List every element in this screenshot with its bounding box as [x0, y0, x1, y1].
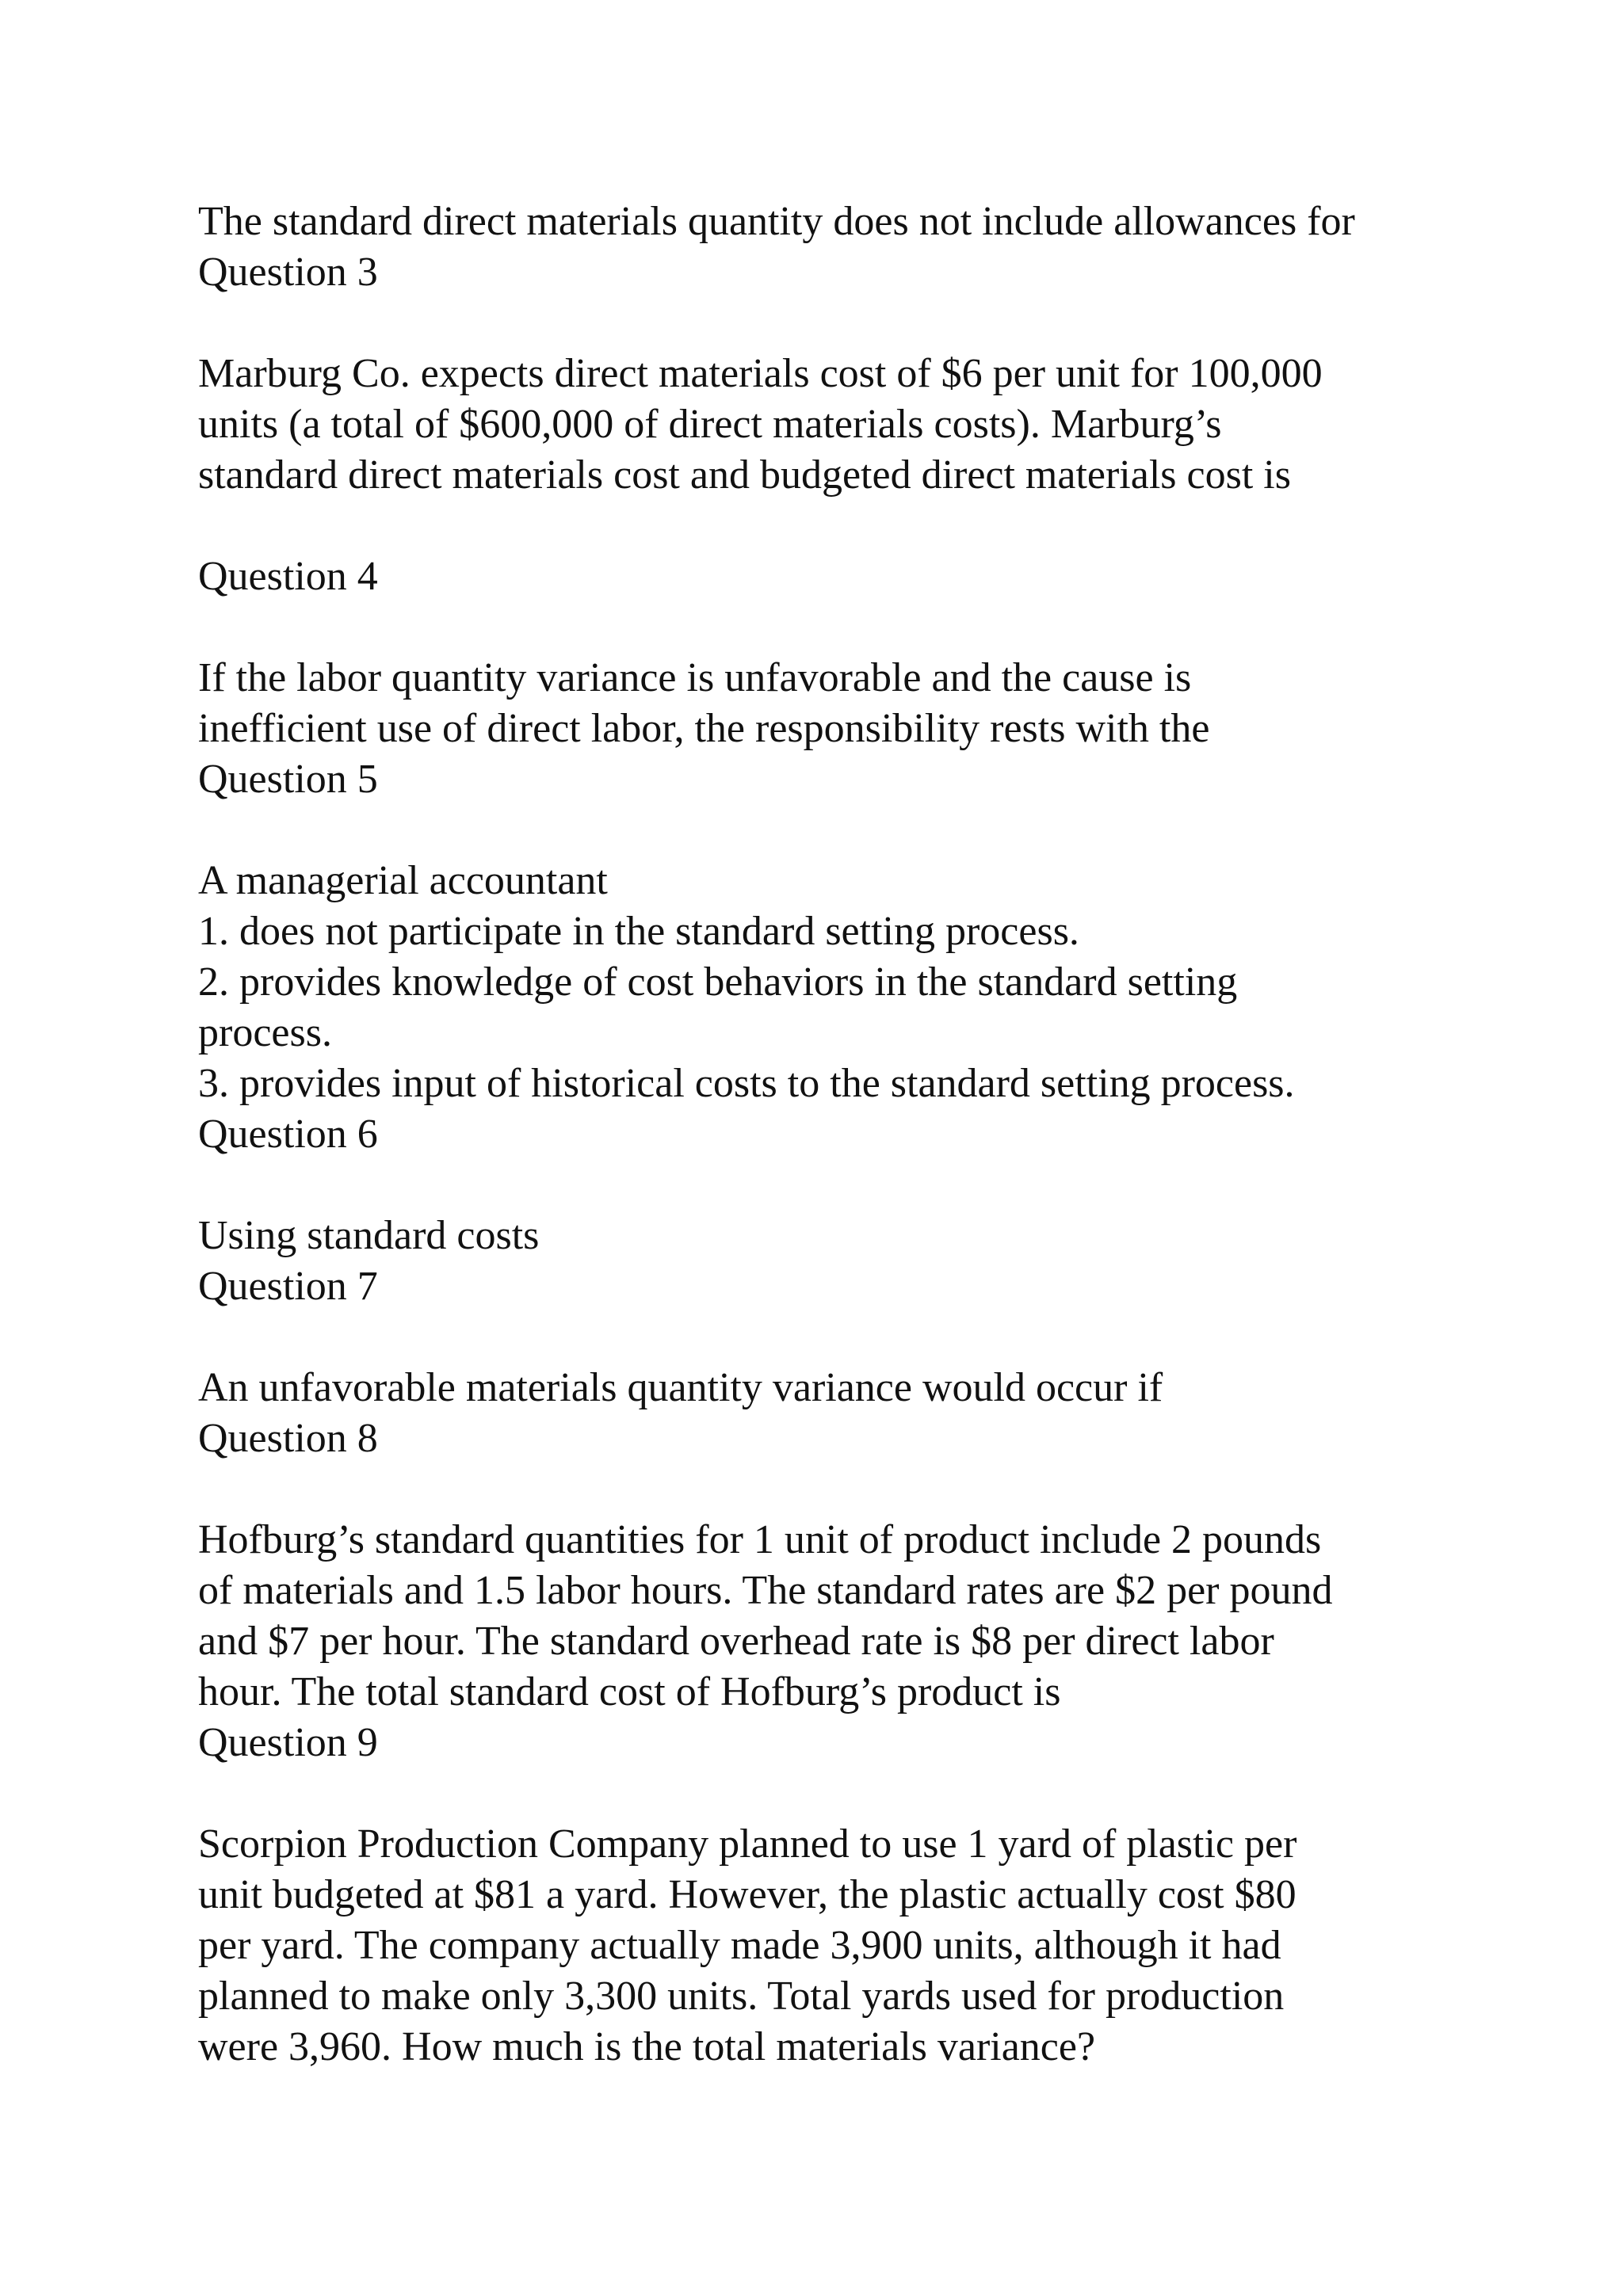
- text-line: Marburg Co. expects direct materials cost of $6 per unit for 100,000: [198, 351, 1323, 396]
- paragraph: [198, 653, 1498, 805]
- paragraph-gap: [198, 1160, 1498, 1211]
- question-label: Question 9: [198, 1720, 378, 1765]
- list-item: 3. provides input of historical costs to the standard setting process.: [198, 1061, 1295, 1106]
- text-line: of materials and 1.5 labor hours. The standard rates are $2 per pound: [198, 1568, 1333, 1613]
- paragraph: [198, 1819, 1498, 2073]
- text-line: The standard direct materials quantity does not include allowances for: [198, 199, 1355, 244]
- text-line: Scorpion Production Company planned to use 1 yard of plastic per: [198, 1821, 1297, 1867]
- paragraph: [198, 1211, 1498, 1312]
- text-line: and $7 per hour. The standard overhead rate is $8 per direct labor: [198, 1619, 1274, 1664]
- text-line: planned to make only 3,300 units. Total yards used for production: [198, 1974, 1285, 2019]
- paragraph-gap: [198, 298, 1498, 349]
- paragraph-gap: [198, 602, 1498, 653]
- list-item: process.: [198, 1010, 332, 1055]
- paragraph-gap: [198, 501, 1498, 551]
- paragraph: [198, 551, 1498, 602]
- question-label: Question 5: [198, 757, 378, 802]
- paragraph: [198, 1515, 1498, 1768]
- text-line: Hofburg’s standard quantities for 1 unit of product include 2 pounds: [198, 1517, 1322, 1562]
- question-label: Question 3: [198, 250, 378, 295]
- text-line: An unfavorable materials quantity variance would occur if: [198, 1365, 1163, 1410]
- paragraph: [198, 856, 1498, 1160]
- question-label: Question 6: [198, 1112, 378, 1157]
- list-item: 2. provides knowledge of cost behaviors in the standard setting: [198, 959, 1238, 1005]
- text-line: If the labor quantity variance is unfavorable and the cause is: [198, 655, 1192, 700]
- question-label: Question 8: [198, 1416, 378, 1461]
- text-line: unit budgeted at $81 a yard. However, the plastic actually cost $80: [198, 1872, 1296, 1917]
- paragraph: [198, 349, 1498, 501]
- text-line: standard direct materials cost and budgeted direct materials cost is: [198, 452, 1291, 498]
- text-line: hour. The total standard cost of Hofburg’s product is: [198, 1669, 1061, 1714]
- text-line: Using standard costs: [198, 1213, 540, 1258]
- paragraph-gap: [198, 1464, 1498, 1515]
- text-line: A managerial accountant: [198, 858, 608, 903]
- paragraph-gap: [198, 1768, 1498, 1819]
- paragraph-gap: [198, 1312, 1498, 1363]
- paragraph: [198, 196, 1498, 298]
- text-line: inefficient use of direct labor, the responsibility rests with the: [198, 706, 1210, 751]
- text-line: units (a total of $600,000 of direct materials costs). Marburg’s: [198, 402, 1222, 447]
- text-line: were 3,960. How much is the total materials variance?: [198, 2024, 1096, 2069]
- document-content: [198, 196, 1498, 2073]
- question-label: Question 7: [198, 1264, 378, 1309]
- text-line: per yard. The company actually made 3,900 units, although it had: [198, 1923, 1281, 1968]
- paragraph: [198, 1363, 1498, 1464]
- paragraph-gap: [198, 805, 1498, 856]
- list-item: 1. does not participate in the standard setting process.: [198, 909, 1079, 954]
- question-label: Question 4: [198, 554, 378, 599]
